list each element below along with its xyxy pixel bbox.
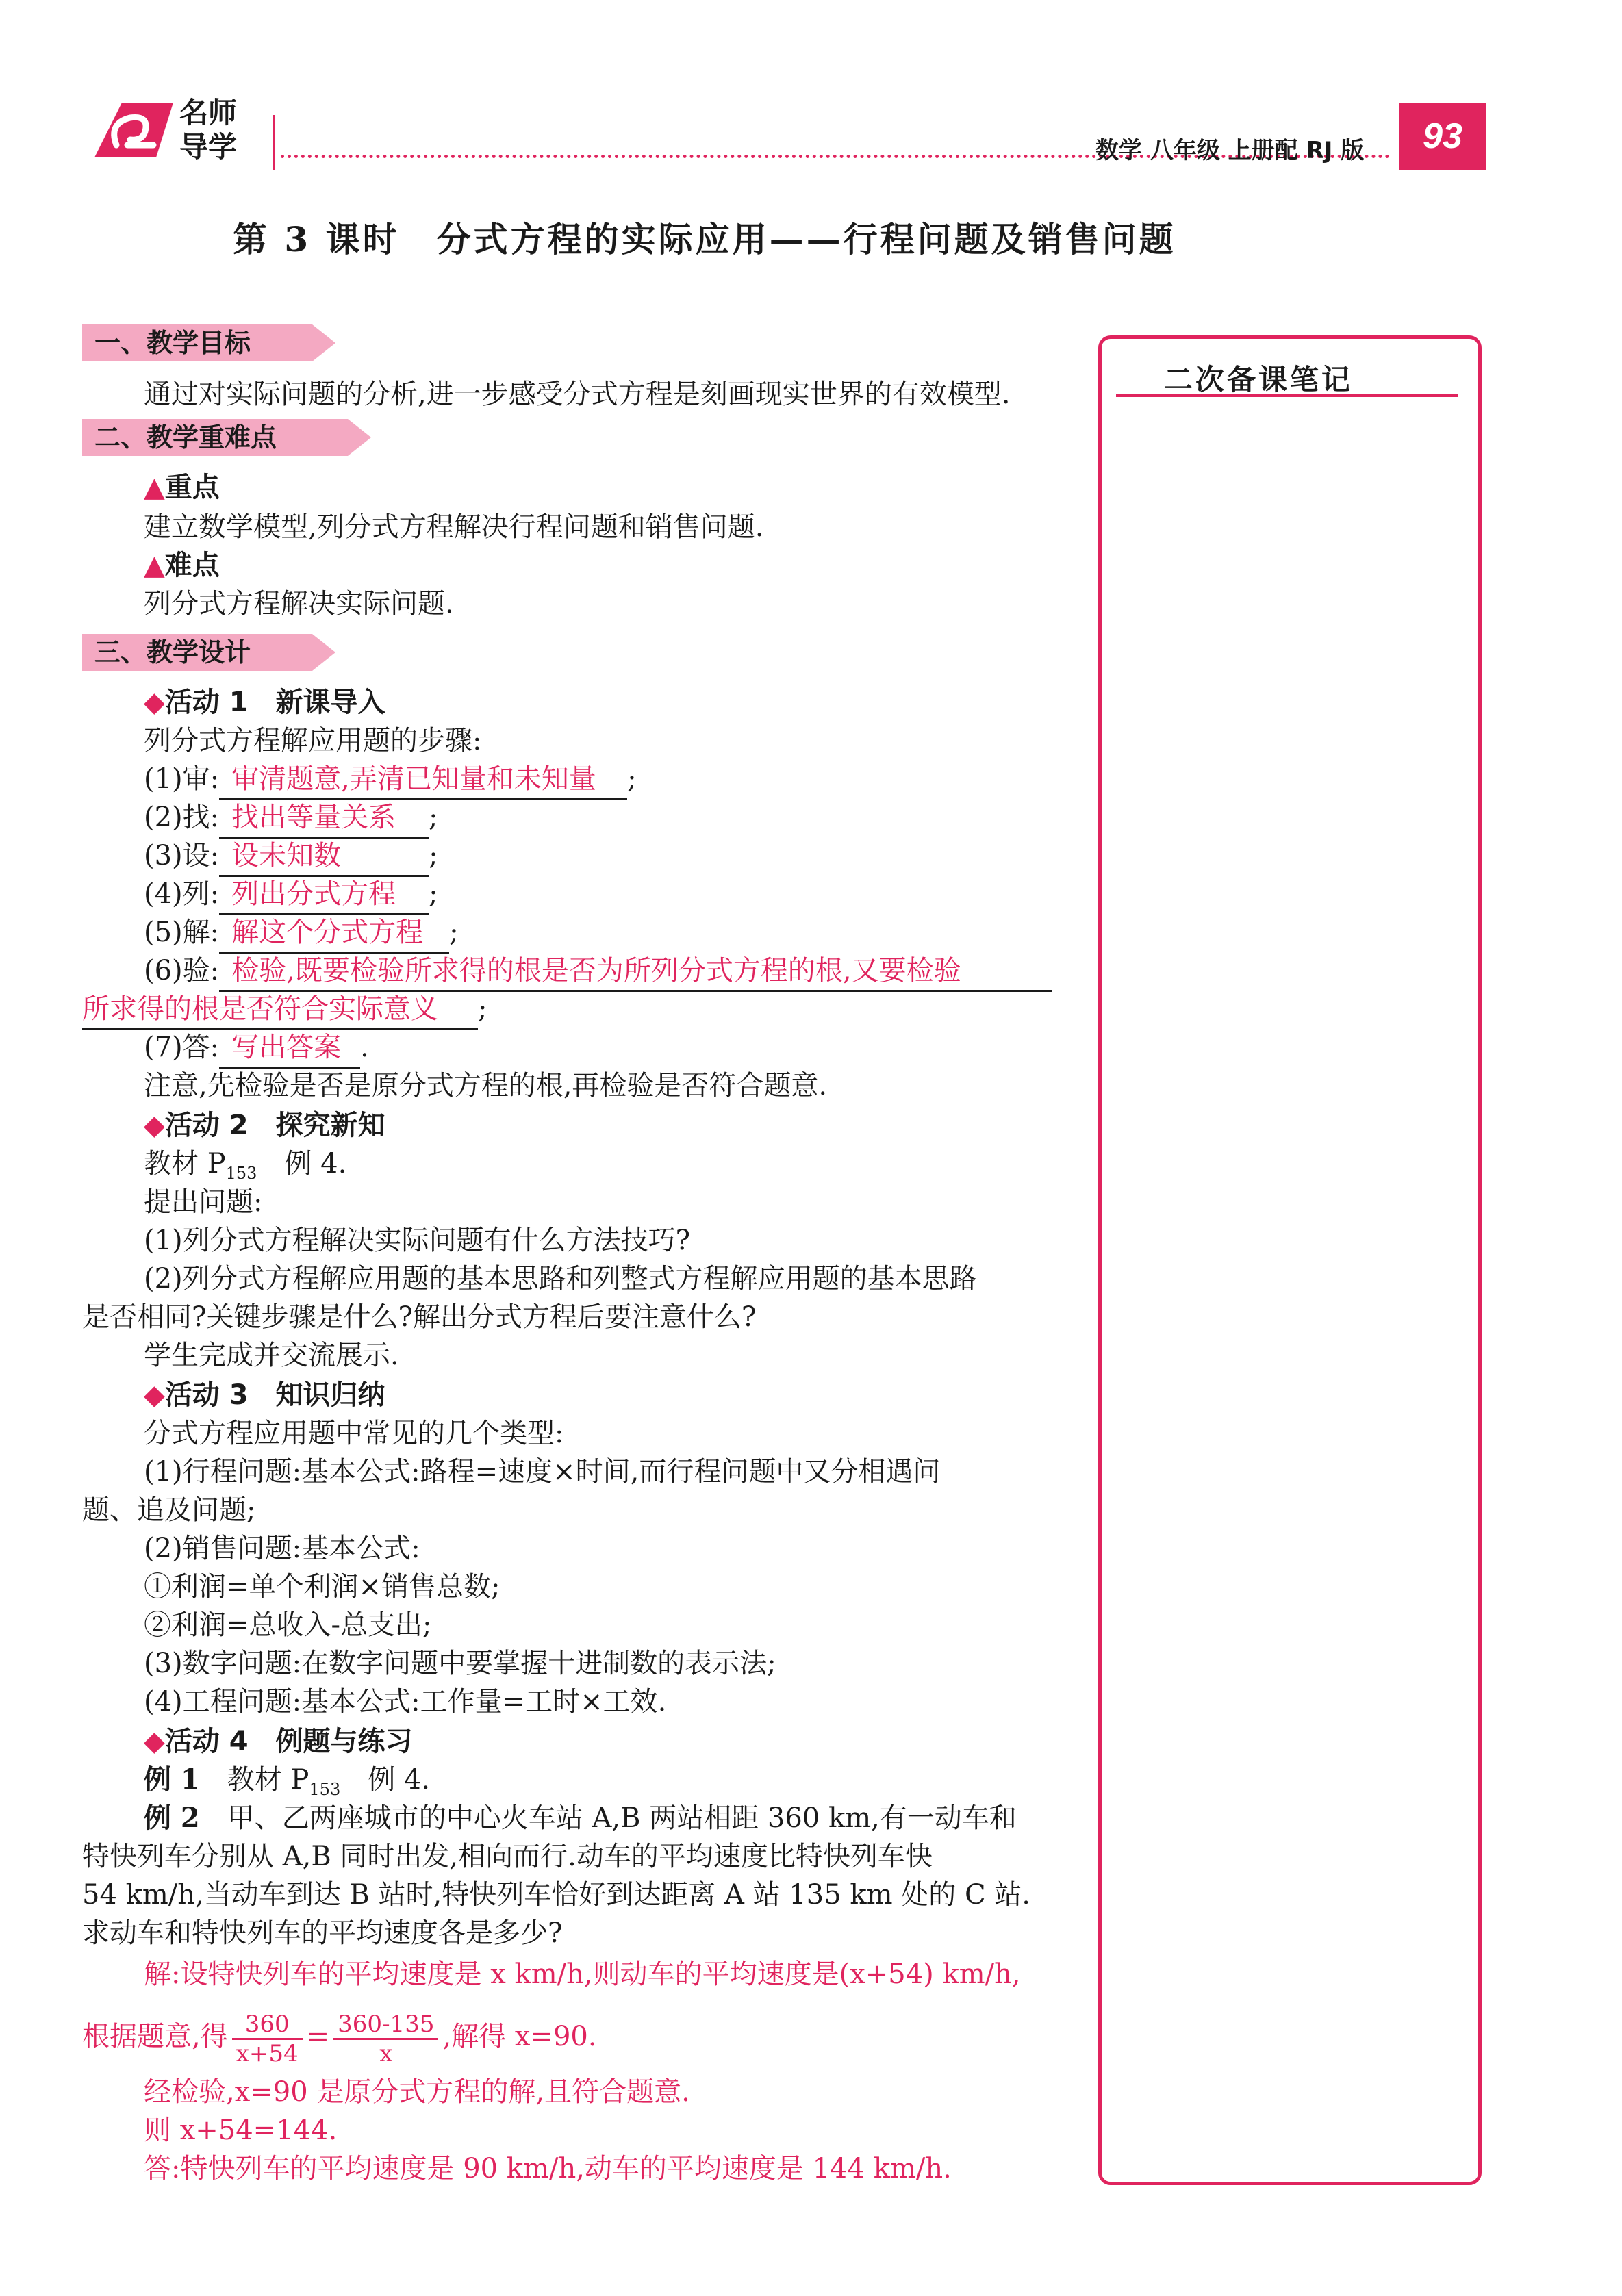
activity-1-intro: 列分式方程解应用题的步骤: [144,725,482,756]
example-2-line-2: 特快列车分别从 A,B 同时出发,相向而行.动车的平均速度比特快列车快 [82,1841,933,1872]
difficulty-label-text: 难点 [164,550,220,581]
activity-2-title-text: 活动 2 探究新知 [164,1110,385,1141]
fraction-left [232,2011,303,2067]
step-7 [144,1028,369,1069]
example-1-example: 例 4. [340,1764,431,1796]
section-goal-heading: 一、教学目标 [82,324,312,361]
notes-title-underline [1116,394,1458,397]
difficulty-label [144,546,220,585]
example-1-page: 153 [309,1780,341,1799]
step-4-answer: 列出分式方程 [219,875,429,915]
step-2-label: (2)找: [144,802,220,833]
step-1-label: (1)审: [144,763,220,795]
step-6-cont [82,990,487,1030]
key-point-text: 建立数学模型,列分式方程解决行程问题和销售问题. [144,511,764,543]
goal-text: 通过对实际问题的分析,进一步感受分式方程是刻画现实世界的有效模型. [144,379,1011,410]
notes-title: 二次备课笔记 [1164,363,1354,396]
brand-line-2: 导学 [179,130,238,164]
question-1: (1)列分式方程解决实际问题有什么方法技巧? [144,1225,691,1256]
activity-4-title-text: 活动 4 例题与练习 [164,1726,413,1757]
type-2-formula-2: ②利润=总收入-总支出; [144,1609,432,1641]
example-1-label: 例 1 [144,1763,200,1796]
question-2-line-2: 是否相同?关键步骤是什么?解出分式方程后要注意什么? [82,1301,757,1333]
step-6-answer-a: 检验,既要检验所求得的根是否为所列分式方程的根,又要检验 [219,952,1052,992]
activity-1-title [144,683,385,722]
equals-sign: = [306,2021,330,2052]
step-5-label: (5)解: [144,917,220,948]
diamond-icon: ◆ [144,687,165,718]
type-1-line-1: (1)行程问题:基本公式:路程=速度×时间,而行程问题中又分相遇问 [144,1456,941,1488]
step-1-answer: 审清题意,弄清已知量和未知量 [219,760,627,800]
lesson-title: 第 3 课时 分式方程的实际应用——行程问题及销售问题 [233,219,1176,259]
step-1 [144,760,637,800]
question-2-line-1: (2)列分式方程解应用题的基本思路和列整式方程解应用题的基本思路 [144,1263,977,1294]
diamond-icon: ◆ [144,1726,165,1757]
step-4 [144,875,438,915]
step-3 [144,837,438,877]
solution-line-2 [82,2006,597,2067]
example-1-ref: 教材 P [199,1764,309,1796]
example-2-line-4: 求动车和特快列车的平均速度各是多少? [82,1917,563,1949]
step-6-answer-b: 所求得的根是否符合实际意义 [82,990,478,1030]
ref-text: 教材 P [144,1148,226,1179]
fraction-right [333,2011,438,2067]
triangle-icon: ▲ [144,550,165,581]
step-7-end: . [360,1032,369,1063]
key-point-label-text: 重点 [164,472,220,503]
section-design-heading: 三、教学设计 [82,634,312,671]
step-5-answer: 解这个分式方程 [219,913,449,954]
fraction-left-denominator: x+54 [236,2039,299,2067]
activity-2-ask: 提出问题: [144,1186,263,1218]
example-2-text-1: 甲、乙两座城市的中心火车站 A,B 两站相距 360 km,有一动车和 [199,1802,1017,1834]
solution-line-3: 经检验,x=90 是原分式方程的解,且符合题意. [144,2076,690,2108]
triangle-icon: ▲ [144,472,165,503]
type-3: (3)数字问题:在数字问题中要掌握十进制数的表示法; [144,1648,776,1679]
step-3-answer: 设未知数 [219,837,429,877]
main-content [82,0,1082,2296]
step-3-label: (3)设: [144,840,220,871]
step-4-end: ; [429,878,438,910]
solution-line-2-lead: 根据题意,得 [82,2021,228,2052]
example-2-label: 例 2 [144,1802,200,1834]
diamond-icon: ◆ [144,1379,165,1411]
step-6-end: ; [478,993,487,1025]
activity-1-note: 注意,先检验是否是原分式方程的根,再检验是否符合题意. [144,1070,828,1101]
activity-3-title [144,1376,385,1414]
fraction-right-numerator: 360-135 [333,2011,438,2040]
activity-3-title-text: 活动 3 知识归纳 [164,1379,385,1411]
example-2-line-1 [144,1799,1017,1837]
difficulty-text: 列分式方程解决实际问题. [144,588,454,620]
key-point-label [144,468,220,507]
step-2-answer: 找出等量关系 [219,798,429,839]
step-2 [144,798,438,839]
type-2: (2)销售问题:基本公式: [144,1533,420,1564]
step-3-end: ; [429,840,438,871]
activity-2-title [144,1106,385,1145]
solution-line-4: 则 x+54=144. [144,2115,338,2146]
brand-line-1: 名师 [179,96,238,129]
type-2-formula-1: ①利润=单个利润×销售总数; [144,1571,500,1603]
fraction-right-denominator: x [379,2039,393,2067]
step-6 [144,952,1052,992]
step-5-end: ; [449,917,459,948]
type-1-line-2: 题、追及问题; [82,1494,256,1526]
ref-page: 153 [225,1164,257,1183]
section-key-heading: 二、教学重难点 [82,419,348,456]
step-6-label: (6)验: [144,955,220,986]
ref-example: 例 4. [257,1148,347,1179]
activity-2-done: 学生完成并交流展示. [144,1340,399,1371]
activity-3-intro: 分式方程应用题中常见的几个类型: [144,1418,564,1449]
step-5 [144,913,459,954]
book-meta: 数学 八年级 上册配 RJ 版 [1095,137,1365,164]
step-2-end: ; [429,802,438,833]
solution-line-5: 答:特快列车的平均速度是 90 km/h,动车的平均速度是 144 km/h. [144,2153,952,2184]
activity-4-title [144,1722,413,1761]
notes-box [1098,335,1482,2185]
step-7-label: (7)答: [144,1032,220,1063]
step-1-end: ; [627,763,637,795]
example-2-line-3: 54 km/h,当动车到达 B 站时,特快列车恰好到达距离 A 站 135 km 处的 C 站. [82,1879,1030,1911]
step-4-label: (4)列: [144,878,220,910]
step-7-answer: 写出答案 [219,1028,360,1069]
page-number: 93 [1399,103,1486,170]
solution-line-2-result: ,解得 x=90. [442,2021,597,2052]
diamond-icon: ◆ [144,1110,165,1141]
activity-1-title-text: 活动 1 新课导入 [164,687,385,718]
type-4: (4)工程问题:基本公式:工作量=工时×工效. [144,1686,667,1718]
fraction-left-numerator: 360 [232,2011,303,2040]
solution-line-1: 解:设特快列车的平均速度是 x km/h,则动车的平均速度是(x+54) km/h, [144,1959,1021,1990]
